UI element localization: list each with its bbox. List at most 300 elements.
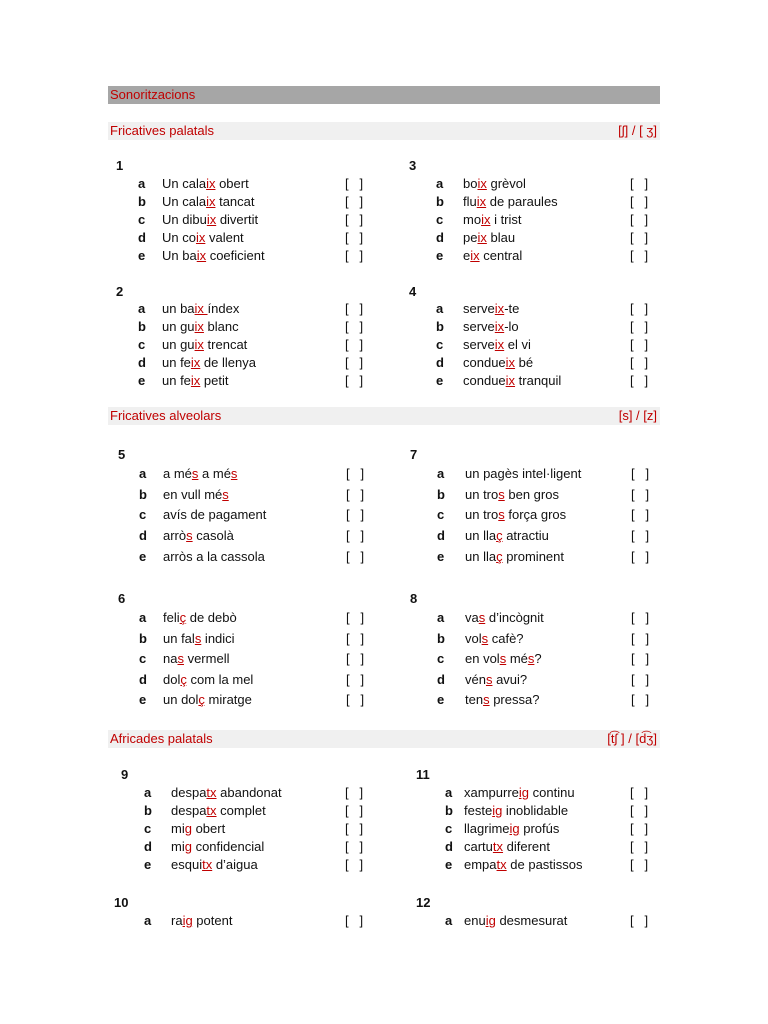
option-text (464, 913, 567, 929)
option-text-part: un fe (162, 355, 191, 370)
option-text-part: desmesurat (495, 913, 568, 928)
highlighted-sound: ix (194, 337, 204, 352)
option-row (0, 857, 768, 873)
option-text-part: -te (504, 301, 520, 316)
option-text-part: potent (192, 913, 233, 928)
answer-checkbox[interactable]: [ ] (346, 630, 365, 646)
option-text-part: serve (463, 337, 495, 352)
option-text-part: tancat (215, 194, 255, 209)
option-text-part: divertit (216, 212, 259, 227)
option-letter: e (144, 857, 152, 872)
answer-checkbox[interactable]: [ ] (346, 671, 365, 687)
highlighted-sound: ix (494, 319, 505, 334)
option-text-part: grèvol (486, 176, 526, 191)
option-letter: a (436, 301, 444, 316)
answer-checkbox[interactable]: [ ] (345, 839, 364, 854)
highlighted-sound: ig (492, 803, 503, 818)
highlighted-sound: s (222, 486, 229, 502)
option-row (0, 487, 768, 503)
option-text-part: arrò (163, 528, 187, 544)
answer-checkbox[interactable]: [ ] (631, 528, 650, 544)
option-letter: b (138, 194, 146, 209)
option-text-part: enu (464, 913, 486, 928)
option-letter: d (445, 839, 453, 854)
highlighted-sound: ix (476, 194, 487, 209)
highlighted-sound: ix (494, 337, 505, 352)
answer-checkbox[interactable]: [ ] (630, 803, 649, 818)
option-text-part: miratge (204, 692, 252, 707)
answer-checkbox[interactable]: [ ] (630, 337, 649, 352)
option-letter: c (144, 821, 152, 836)
option-text (463, 373, 561, 389)
highlighted-sound: tx (202, 857, 213, 872)
option-text-part: un fe (162, 373, 191, 388)
option-text-part: confidencial (191, 839, 265, 854)
highlighted-sound: s (191, 466, 199, 481)
option-text (464, 839, 550, 855)
option-letter: b (138, 319, 146, 334)
highlighted-sound: ix (195, 230, 206, 245)
answer-checkbox[interactable]: [ ] (631, 548, 650, 564)
highlighted-sound: s (186, 528, 193, 544)
option-text-part: de pastissos (506, 857, 583, 872)
option-text-part: -lo (504, 319, 519, 334)
option-text-part: mo (463, 212, 482, 227)
question-number: 8 (410, 591, 418, 606)
option-text-part: ten (465, 692, 484, 707)
answer-checkbox[interactable]: [ ] (345, 230, 364, 245)
option-letter: c (139, 651, 147, 666)
highlighted-sound: ix (494, 301, 505, 316)
option-row (0, 466, 768, 482)
option-text (463, 337, 531, 353)
highlighted-sound: ix (196, 248, 207, 263)
answer-checkbox[interactable]: [ ] (345, 337, 364, 352)
option-text (464, 821, 559, 837)
option-text-part: blau (486, 230, 516, 245)
option-row (0, 194, 768, 210)
option-letter: d (436, 230, 444, 245)
question-number: 9 (121, 767, 129, 782)
highlighted-sound: tx (206, 785, 217, 800)
answer-checkbox[interactable]: [ ] (345, 785, 364, 800)
highlighted-sound: ig (182, 913, 193, 928)
option-letter: b (436, 194, 444, 209)
answer-checkbox[interactable]: [ ] (630, 913, 649, 928)
option-row (0, 507, 768, 523)
answer-checkbox[interactable]: [ ] (630, 230, 649, 245)
question-number: 10 (114, 895, 129, 910)
option-text-part: tranquil (515, 373, 562, 388)
highlighted-sound: g (184, 839, 192, 854)
answer-checkbox[interactable]: [ ] (630, 839, 649, 854)
answer-checkbox[interactable]: [ ] (345, 194, 364, 209)
highlighted-sound: s (527, 651, 535, 666)
question-number: 12 (416, 895, 431, 910)
option-row (0, 821, 768, 837)
option-text-part: i trist (490, 212, 522, 227)
question-number: 6 (118, 591, 126, 606)
option-letter: a (437, 610, 445, 625)
answer-checkbox[interactable]: [ ] (345, 803, 364, 818)
option-text-part: continu (529, 785, 575, 800)
option-text-part: abandonat (216, 785, 282, 800)
option-text (463, 212, 522, 228)
highlighted-sound: ig (518, 785, 530, 800)
answer-checkbox[interactable]: [ ] (345, 319, 364, 334)
highlighted-sound: ix (477, 176, 487, 191)
question-number: 7 (410, 447, 418, 462)
highlighted-sound: ç (179, 610, 187, 625)
option-letter: d (144, 839, 152, 854)
option-letter: c (138, 212, 146, 227)
option-text (464, 803, 568, 819)
option-text-part: va (465, 610, 479, 625)
option-text-part: serve (463, 301, 495, 316)
option-text-part: trencat (203, 337, 248, 352)
section-symbols: [s] / [z] (618, 408, 657, 423)
option-letter: b (144, 803, 152, 818)
option-row (0, 839, 768, 855)
option-text-part: llagrime (464, 821, 510, 836)
option-letter: e (138, 373, 146, 388)
option-letter: a (138, 301, 146, 316)
highlighted-sound: ix (481, 212, 491, 227)
highlighted-sound: tx (496, 857, 507, 872)
option-letter: e (139, 548, 147, 564)
option-text-part: coeficient (206, 248, 265, 263)
option-row (0, 549, 768, 565)
option-text (463, 301, 519, 317)
option-text-part: esqui (171, 857, 203, 872)
option-text-part: avui? (492, 671, 528, 687)
option-row (0, 785, 768, 801)
option-text-part: índex (207, 301, 240, 316)
answer-checkbox[interactable]: [ ] (346, 486, 365, 502)
option-letter: e (437, 692, 445, 707)
option-letter: d (138, 230, 146, 245)
answer-checkbox[interactable]: [ ] (630, 212, 649, 227)
option-text-part: despa (171, 785, 207, 800)
option-letter: e (436, 248, 444, 263)
option-text-part: condue (463, 355, 506, 370)
option-text-part: un pagès intel·ligent (465, 466, 582, 481)
option-letter: e (139, 692, 147, 707)
option-text-part: blanc (203, 319, 239, 334)
answer-checkbox[interactable]: [ ] (630, 373, 649, 388)
option-text-part: de debò (186, 610, 237, 625)
option-letter: c (436, 212, 444, 227)
option-letter: c (436, 337, 444, 352)
answer-checkbox[interactable]: [ ] (630, 785, 649, 800)
option-text-part: en vol (465, 651, 500, 666)
option-letter: d (436, 355, 444, 370)
option-text-part: un tro (465, 486, 499, 502)
option-row (0, 373, 768, 389)
answer-checkbox[interactable]: [ ] (630, 248, 649, 263)
answer-checkbox[interactable]: [ ] (346, 507, 365, 523)
option-text-part: un gu (162, 319, 195, 334)
option-text-part: com la mel (186, 671, 254, 687)
answer-checkbox[interactable]: [ ] (631, 630, 650, 646)
option-letter: a (436, 176, 444, 191)
option-text-part: central (479, 248, 523, 263)
option-letter: c (445, 821, 453, 836)
option-text-part: ra (171, 913, 183, 928)
option-letter: b (436, 319, 444, 334)
answer-checkbox[interactable]: [ ] (345, 857, 364, 872)
option-row (0, 337, 768, 353)
highlighted-sound: g (184, 821, 192, 836)
answer-checkbox[interactable]: [ ] (345, 212, 364, 227)
option-letter: e (436, 373, 444, 388)
answer-checkbox[interactable]: [ ] (346, 548, 365, 564)
option-text-part: d’incògnit (485, 610, 544, 625)
highlighted-sound: ix (206, 194, 216, 209)
highlighted-sound: ix (470, 248, 480, 263)
option-text (465, 631, 524, 647)
option-text-part: feli (163, 610, 180, 625)
option-text (465, 528, 549, 544)
answer-checkbox[interactable]: [ ] (631, 486, 650, 502)
answer-checkbox[interactable]: [ ] (346, 610, 365, 625)
option-text-part: na (163, 651, 178, 666)
highlighted-sound: ix (190, 355, 201, 370)
highlighted-sound: s (230, 466, 238, 481)
option-letter: a (138, 176, 146, 191)
option-text-part: Un cala (162, 176, 207, 191)
option-text-part: diferent (503, 839, 551, 854)
answer-checkbox[interactable]: [ ] (631, 671, 650, 687)
option-text-part: cafè? (488, 630, 524, 646)
option-text (463, 230, 515, 246)
option-letter: e (138, 248, 146, 263)
answer-checkbox[interactable]: [ ] (631, 610, 650, 625)
option-text-part: vol (465, 630, 482, 646)
highlighted-sound: ix (477, 230, 487, 245)
option-text (465, 692, 539, 708)
question-number: 3 (409, 158, 417, 173)
highlighted-sound: s (498, 486, 505, 502)
option-text-part: Un dibu (162, 212, 207, 227)
option-text-part: Un ba (162, 248, 197, 263)
option-text (463, 248, 522, 264)
section-label: Fricatives alveolars (110, 408, 222, 423)
highlighted-sound: ig (509, 821, 520, 836)
option-letter: a (144, 785, 152, 800)
option-text-part: profús (519, 821, 560, 836)
highlighted-sound: ç (496, 548, 503, 564)
option-row (0, 672, 768, 688)
option-text (465, 487, 559, 503)
option-text (465, 672, 527, 688)
option-letter: a (139, 466, 147, 481)
option-text-part: obert (215, 176, 249, 191)
option-text-part: un lla (465, 548, 497, 564)
option-letter: b (445, 803, 453, 818)
highlighted-sound: ig (485, 913, 496, 928)
highlighted-sound: s (499, 651, 507, 666)
answer-checkbox[interactable]: [ ] (345, 301, 364, 316)
highlighted-sound: s (498, 507, 505, 523)
option-text-part: de paraules (486, 194, 558, 209)
option-text-part: bé (515, 355, 534, 370)
option-text-part: un tro (465, 507, 499, 523)
option-text-part: bo (463, 176, 478, 191)
option-text-part: complet (216, 803, 266, 818)
answer-checkbox[interactable]: [ ] (631, 507, 650, 523)
option-text-part: en vull mé (163, 486, 223, 502)
answer-checkbox[interactable]: [ ] (345, 913, 364, 928)
option-text-part: a mé (163, 466, 192, 481)
answer-checkbox[interactable]: [ ] (346, 466, 365, 481)
option-text (464, 785, 575, 801)
section-label: Fricatives palatals (110, 123, 215, 138)
option-text-part: de llenya (200, 355, 256, 370)
option-text (465, 549, 564, 565)
answer-checkbox[interactable]: [ ] (345, 176, 364, 191)
option-text-part: mé (506, 651, 528, 666)
answer-checkbox[interactable]: [ ] (630, 821, 649, 836)
option-row (0, 651, 768, 667)
option-text-part: casolà (192, 528, 234, 544)
highlighted-sound: ç (496, 528, 503, 544)
answer-checkbox[interactable]: [ ] (345, 373, 364, 388)
option-text-part: mi (171, 839, 185, 854)
question-number: 2 (116, 284, 124, 299)
section-symbols: [t͡ʃ ] / [d͡ʒ] (607, 731, 657, 746)
answer-checkbox[interactable]: [ ] (345, 248, 364, 263)
highlighted-sound: tx (492, 839, 504, 854)
highlighted-sound: ix (194, 319, 204, 334)
highlighted-sound: s (478, 610, 486, 625)
option-row (0, 631, 768, 647)
section-label: Africades palatals (110, 731, 213, 746)
answer-checkbox[interactable]: [ ] (630, 857, 649, 872)
option-letter: d (139, 671, 147, 687)
option-text-part: inoblidable (502, 803, 569, 818)
answer-checkbox[interactable]: [ ] (631, 651, 650, 666)
answer-checkbox[interactable]: [ ] (630, 301, 649, 316)
answer-checkbox[interactable]: [ ] (346, 692, 365, 707)
option-letter: d (437, 528, 445, 544)
option-letter: b (437, 630, 445, 646)
highlighted-sound: s (483, 692, 490, 707)
option-row (0, 803, 768, 819)
answer-checkbox[interactable]: [ ] (631, 466, 650, 481)
option-text-part: petit (200, 373, 229, 388)
option-letter: e (437, 548, 445, 564)
option-text-part: d’aigua (212, 857, 258, 872)
highlighted-sound: s (194, 630, 202, 646)
option-letter: d (437, 671, 445, 687)
option-text (465, 466, 581, 482)
option-letter: c (437, 651, 445, 666)
highlighted-sound: ix (505, 373, 516, 388)
highlighted-sound: ix (190, 373, 201, 388)
option-text (463, 319, 519, 335)
highlighted-sound: ix (206, 176, 216, 191)
highlighted-sound: tx (206, 803, 217, 818)
answer-checkbox[interactable]: [ ] (345, 821, 364, 836)
option-row (0, 319, 768, 335)
highlighted-sound: ix (206, 212, 217, 227)
option-text-part: atractiu (502, 528, 549, 544)
option-text-part: feste (464, 803, 493, 818)
option-text-part: mi (171, 821, 185, 836)
option-text-part: indici (201, 630, 235, 646)
option-letter: a (139, 610, 147, 625)
option-text-part: flu (463, 194, 477, 209)
option-text-part: dol (163, 671, 181, 687)
option-letter: c (437, 507, 445, 523)
option-text (465, 651, 542, 667)
option-text-part: Un co (162, 230, 196, 245)
option-row (0, 301, 768, 317)
option-text-part: ? (534, 651, 542, 666)
option-text-part: pe (463, 230, 478, 245)
option-row (0, 176, 768, 192)
option-letter: b (139, 486, 147, 502)
question-number: 4 (409, 284, 417, 299)
section-header-africades-palatals (108, 730, 660, 748)
option-text-part: un fal (163, 630, 195, 646)
option-text-part: empa (464, 857, 497, 872)
page-title: Sonoritzacions (108, 86, 660, 104)
option-text-part: un gu (162, 337, 195, 352)
option-letter: a (437, 466, 445, 481)
section-symbols: [ʃ] / [ ʒ] (618, 123, 657, 138)
question-number: 1 (116, 158, 124, 173)
option-text (464, 857, 583, 873)
highlighted-sound: ix (505, 355, 516, 370)
option-text (463, 176, 526, 192)
option-row (0, 212, 768, 228)
option-text (465, 507, 566, 523)
answer-checkbox[interactable]: [ ] (630, 319, 649, 334)
option-letter: b (437, 486, 445, 502)
answer-checkbox[interactable]: [ ] (630, 176, 649, 191)
option-text (465, 610, 544, 626)
option-text-part: e (463, 248, 471, 263)
answer-checkbox[interactable]: [ ] (630, 194, 649, 209)
option-text-part: arròs a la cassola (163, 548, 265, 564)
option-letter: b (139, 630, 147, 646)
option-text-part: serve (463, 319, 495, 334)
option-row (0, 355, 768, 371)
answer-checkbox[interactable]: [ ] (345, 355, 364, 370)
answer-checkbox[interactable]: [ ] (346, 528, 365, 544)
highlighted-sound: ç (180, 671, 187, 687)
option-letter: a (144, 913, 152, 928)
highlighted-sound: s (177, 651, 184, 666)
option-text-part: força gros (504, 507, 567, 523)
option-text-part: un lla (465, 528, 497, 544)
answer-checkbox[interactable]: [ ] (346, 651, 365, 666)
answer-checkbox[interactable]: [ ] (630, 355, 649, 370)
option-letter: d (139, 528, 147, 544)
option-text-part: condue (463, 373, 506, 388)
option-letter: a (445, 785, 453, 800)
option-letter: a (445, 913, 453, 928)
option-text (463, 194, 558, 210)
answer-checkbox[interactable]: [ ] (631, 692, 650, 707)
option-text-part: el vi (504, 337, 531, 352)
option-text-part: despa (171, 803, 207, 818)
highlighted-sound: s (481, 630, 489, 646)
option-row (0, 692, 768, 708)
option-row (0, 230, 768, 246)
